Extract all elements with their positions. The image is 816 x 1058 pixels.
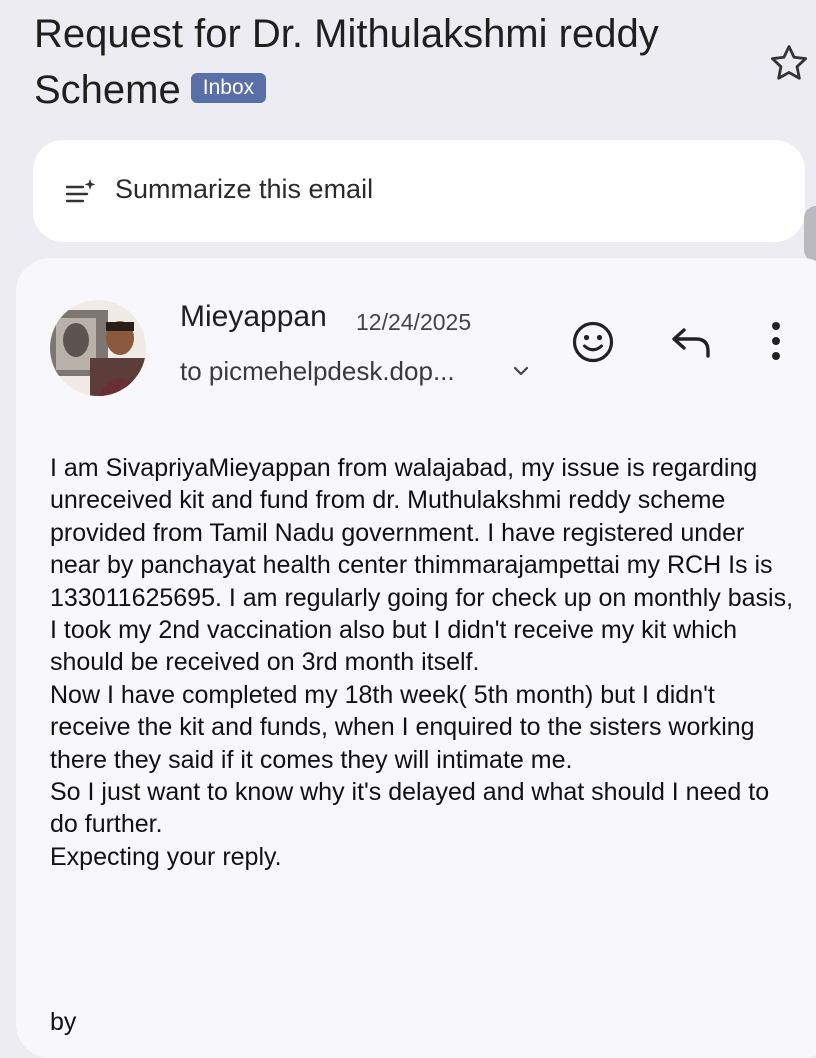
body-paragraph: Now I have completed my 18th week( 5th month) but I didn't receive the kit and funds, when I enquired to the sisters working there they said if it comes they will intimate me. <box>50 680 755 774</box>
inbox-label-badge[interactable]: Inbox <box>191 73 266 103</box>
sender-name[interactable]: Mieyappan <box>180 300 327 333</box>
summarize-icon <box>65 178 97 206</box>
email-body <box>50 452 800 873</box>
avatar <box>50 300 146 396</box>
body-paragraph: I am SivapriyaMieyappan from walajabad, my issue is regarding unreceived kit and fund from dr. Muthulakshmi reddy scheme provided from Tamil Nadu government. I have registered under near by panchayat health center thimmarajampettai my RCH Is is 133011625695. I am regularly going for check up on monthly basis, I took my 2nd vaccination also but I didn't receive my kit which should be received on 3rd month itself. <box>50 454 794 677</box>
body-paragraph: So I just want to know why it's delayed and what should I need to do further. <box>50 778 770 839</box>
body-paragraph: Expecting your reply. <box>50 842 282 871</box>
email-subject <box>34 6 754 118</box>
email-date: 12/24/2025 <box>356 309 472 335</box>
chevron-down-icon[interactable] <box>512 364 530 378</box>
recipient-line[interactable]: to picmehelpdesk.dop... <box>180 356 455 386</box>
reply-icon[interactable] <box>670 324 714 360</box>
more-vert-icon[interactable] <box>764 320 788 362</box>
subject-text: Request for Dr. Mithulakshmi reddy Scheme <box>34 12 659 112</box>
signature-partial: by <box>50 1008 77 1036</box>
emoji-icon[interactable] <box>571 320 615 364</box>
summarize-label: Summarize this email <box>115 174 374 204</box>
star-icon[interactable] <box>768 42 810 84</box>
scrollbar-thumb[interactable] <box>804 206 816 262</box>
summarize-email-button[interactable] <box>33 140 805 242</box>
